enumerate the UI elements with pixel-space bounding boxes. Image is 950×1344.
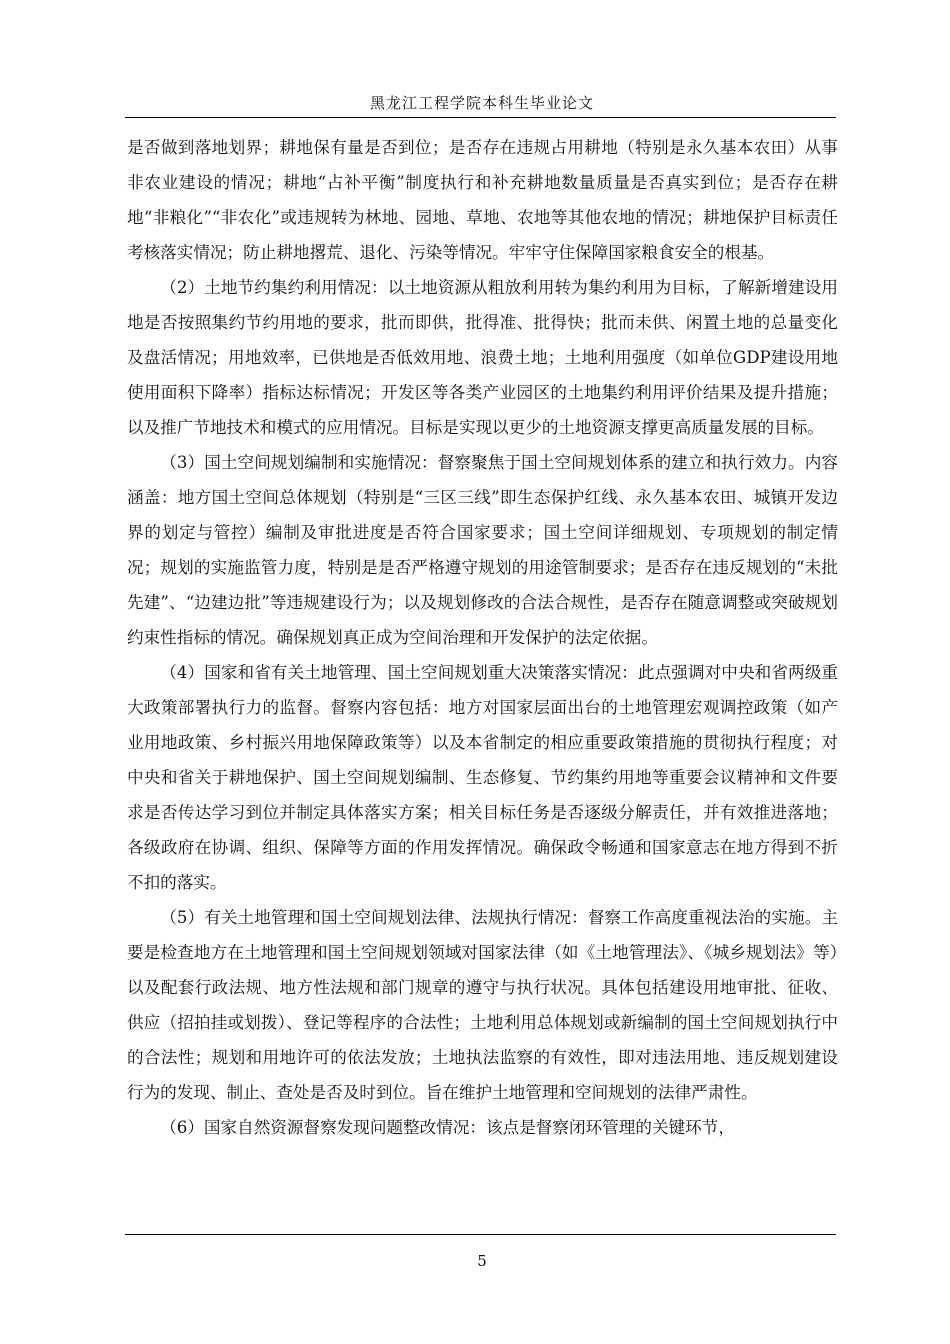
paragraph-1: 是否做到落地划界；耕地保有量是否到位；是否存在违规占用耕地（特别是永久基本农田）从事非农业建设的情况；耕地“占补平衡”制度执行和补充耕地数量质量是否真实到位；是否存在耕地“非粮化”“非农化”或违规转为林地、园地、草地、农地等其他农地的情况；耕地保护目标责任考核落实情况；防止耕地撂荒、退化、污染等情况。牢牢守住保障国家粮食安全的根基。 [127, 138, 838, 262]
header-rule [125, 117, 836, 118]
paragraph-3: （3）国土空间规划编制和实施情况：督察聚焦于国土空间规划体系的建立和执行效力。内容涵盖：地方国土空间总体规划（特别是“三区三线”即生态保护红线、永久基本农田、城镇开发边界的划定与管控）编制及审批进度是否符合国家要求；国土空间详细规划、专项规划的制定情况；规划的实施监管力度，特别是是否严格遵守规划的用途管制要求；是否存在违反规划的“未批先建”、“边建边批”等违规建设行为；以及规划修改的合法合规性，是否存在随意调整或突破规划约束性指标的情况。确保规划真正成为空间治理和开发保护的法定依据。 [127, 453, 838, 647]
running-header: 黑龙江工程学院本科生毕业论文 [369, 94, 594, 112]
body-text [127, 130, 838, 1145]
paragraph-5: （5）有关土地管理和国土空间规划法律、法规执行情况：督察工作高度重视法治的实施。主要是检查地方在土地管理和国土空间规划领域对国家法律（如《土地管理法》、《城乡规划法》等）以及配套行政法规、地方性法规和部门规章的遵守与执行状况。具体包括建设用地审批、征收、供应（招拍挂或划拨）、登记等程序的合法性；土地利用总体规划或新编制的国土空间规划执行中的合法性；规划和用地许可的依法发放；土地执法监察的有效性，即对违法用地、违反规划建设行为的发现、制止、查处是否及时到位。旨在维护土地管理和空间规划的法律严肃性。 [127, 908, 838, 1102]
page-number: 5 [477, 1252, 487, 1270]
paragraph-2: （2）土地节约集约利用情况：以土地资源从粗放利用转为集约利用为目标，了解新增建设用地是否按照集约节约用地的要求，批而即供，批得准、批得快；批而未供、闲置土地的总量变化及盘活情况；用地效率，已供地是否低效用地、浪费土地；土地利用强度（如单位GDP建设用地使用面积下降率）指标达标情况；开发区等各类产业园区的土地集约利用评价结果及提升措施；以及推广节地技术和模式的应用情况。目标是实现以更少的土地资源支撑更高质量发展的目标。 [127, 278, 838, 437]
paragraph-4: （4）国家和省有关土地管理、国土空间规划重大决策落实情况：此点强调对中央和省两级重大政策部署执行力的监督。督察内容包括：地方对国家层面出台的土地管理宏观调控政策（如产业用地政策、乡村振兴用地保障政策等）以及本省制定的相应重要政策措施的贯彻执行程度；对中央和省关于耕地保护、国土空间规划编制、生态修复、节约集约用地等重要会议精神和文件要求是否传达学习到位并制定具体落实方案；相关目标任务是否逐级分解责任，并有效推进落地；各级政府在协调、组织、保障等方面的作用发挥情况。确保政令畅通和国家意志在地方得到不折不扣的落实。 [127, 663, 838, 892]
paragraph-6: （6）国家自然资源督察发现问题整改情况：该点是督察闭环管理的关键环节， [160, 1118, 735, 1137]
footer-rule [125, 1234, 836, 1235]
